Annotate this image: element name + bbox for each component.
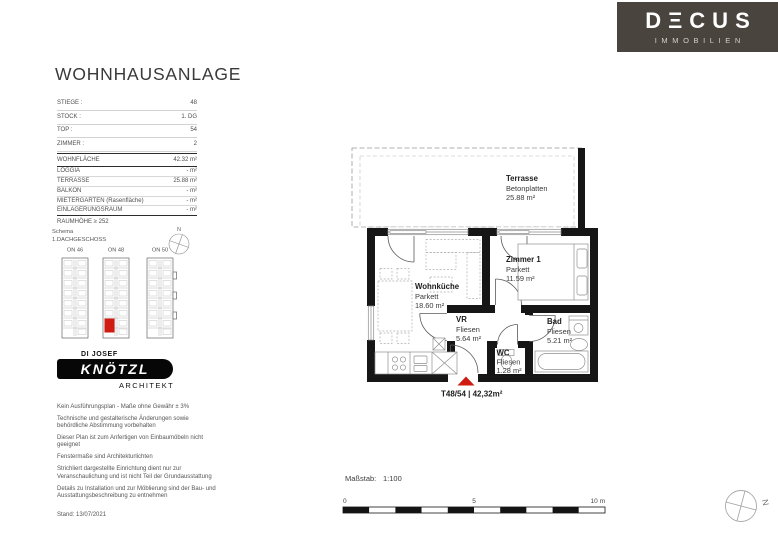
- note-paragraph: Technische und gestalterische Änderungen sowie behördliche Abstimmung vorbehalten: [57, 416, 189, 430]
- room-finish: Fliesen: [547, 327, 571, 336]
- info-value: 1. DG: [181, 113, 197, 120]
- room-area: 5.64 m²: [456, 334, 482, 343]
- note-paragraph: Strichliert dargestellte Einrichtung dient nur zur Veranschaulichung und ist nicht Teil der Grundausstattung: [57, 466, 212, 480]
- info-value: - m²: [186, 168, 197, 175]
- info-detail-rows: [57, 167, 197, 216]
- room-finish: Fliesen: [496, 357, 521, 367]
- scale-tick-0: 0: [343, 498, 347, 505]
- scale-tick-10: 10 m: [590, 498, 605, 505]
- info-row: [57, 197, 197, 207]
- schema-keyplan: [45, 222, 205, 347]
- info-value: - m²: [186, 187, 197, 194]
- schema-compass: [169, 227, 189, 254]
- info-label: ZIMMER :: [57, 141, 84, 148]
- north-label: N: [177, 227, 182, 233]
- info-row: [57, 138, 197, 152]
- room-finish: Betonplatten: [506, 184, 548, 193]
- architect-logo: [57, 351, 197, 390]
- schema-title-line2: 1.DACHGESCHOSS: [52, 237, 107, 243]
- info-value: 2: [193, 141, 197, 148]
- info-row: [57, 177, 197, 187]
- note-paragraph: Details zu Installation und zur Möblierung sind der Bau- und Ausstattungsbeschreibung zu entnehmen: [57, 485, 216, 499]
- terrace-door-sash: [390, 231, 426, 234]
- info-label: TERRASSE: [57, 177, 90, 184]
- room-finish: Parkett: [415, 292, 439, 301]
- room-area: 5.21 m²: [547, 336, 573, 345]
- info-label: STOCK :: [57, 113, 81, 120]
- washing-machine: [569, 316, 588, 335]
- room-name: VR: [456, 315, 467, 324]
- architect-name: KNÖTZL: [57, 359, 173, 379]
- info-label: BALKON: [57, 187, 82, 194]
- room-area: 18.60 m²: [415, 301, 445, 310]
- room-name: Wohnküche: [415, 282, 460, 291]
- architect-title: ARCHITEKT: [119, 380, 175, 390]
- info-row: [57, 97, 197, 111]
- scale-section: [340, 468, 620, 528]
- terrace-label: [506, 174, 548, 202]
- info-row: [57, 187, 197, 197]
- schema-title-line1: Schema: [52, 229, 74, 235]
- room-name: WC: [496, 348, 510, 358]
- note-paragraph: Dieser Plan ist zum Anfertigen von Einbaumöbeln nicht geeignet: [57, 435, 204, 449]
- unit-info-table: [57, 97, 197, 226]
- room-finish: Parkett: [506, 265, 530, 274]
- brand-tagline: IMMOBILIEN: [654, 35, 745, 45]
- info-label: LOGGIA: [57, 168, 81, 175]
- sink: [414, 356, 427, 364]
- info-value: 25.88 m²: [173, 177, 197, 184]
- info-row: [57, 167, 197, 177]
- bathroom-sink: [571, 339, 588, 351]
- scale-label: Maßstab:: [345, 474, 377, 483]
- room-area: 1.28 m²: [496, 366, 522, 375]
- room-label-vr: [456, 315, 482, 343]
- room-name: Bad: [547, 317, 562, 326]
- room-area: 11.59 m²: [506, 274, 535, 283]
- building-on50: [147, 258, 173, 338]
- building-on46: [62, 258, 88, 338]
- pillow: [577, 249, 587, 268]
- room-finish: Fliesen: [456, 325, 480, 334]
- pillow: [577, 276, 587, 295]
- building-label-on50: ON 50: [151, 247, 169, 254]
- scale-bar: [343, 507, 605, 513]
- highlighted-unit: [105, 319, 115, 333]
- dining-table: [378, 269, 412, 344]
- note-paragraph: Fenstermaße sind Architekturlichten: [57, 454, 153, 461]
- bathtub: [535, 351, 588, 372]
- room-area: 25.88 m²: [506, 193, 536, 202]
- room-label-wc: [497, 349, 523, 376]
- disclaimer-notes: [57, 404, 221, 505]
- info-label: WOHNFLÄCHE: [57, 156, 100, 163]
- info-row: [57, 111, 197, 125]
- balcony-bump: [173, 292, 177, 299]
- scale-tick-5: 5: [472, 498, 476, 505]
- floor-plan: [340, 130, 700, 490]
- note-paragraph: Kein Ausführungsplan - Maße ohne Gewähr ± 3%: [57, 404, 190, 410]
- info-label: TOP :: [57, 127, 73, 134]
- terrace-side-wall: [578, 148, 585, 232]
- info-label: EINLAGERUNGSRAUM: [57, 207, 123, 214]
- north-label: N: [760, 498, 772, 507]
- plan-date: Stand: 13/07/2021: [57, 512, 107, 518]
- brand-name: DΞCUS: [645, 7, 757, 33]
- info-label: STIEGE :: [57, 99, 83, 106]
- architect-firstname: DI JOSEF: [81, 351, 118, 358]
- info-row: [57, 206, 197, 215]
- info-row-living-area: [57, 153, 197, 167]
- main-compass: [713, 478, 775, 538]
- balcony-bump: [173, 312, 177, 319]
- building-label-on48: ON 48: [107, 247, 125, 254]
- terrace-door-sash: [499, 231, 529, 234]
- balcony-bump: [173, 272, 177, 279]
- scale-ratio: 1:100: [383, 474, 402, 483]
- building-label-on46: ON 46: [66, 247, 84, 254]
- info-value: - m²: [186, 197, 197, 204]
- brand-logo: [617, 2, 778, 52]
- info-label: RAUMHÖHE ≥ 252: [57, 218, 109, 225]
- info-value: 42.32 m²: [173, 156, 197, 163]
- info-value: - m²: [186, 207, 197, 214]
- room-name: Zimmer 1: [506, 255, 541, 264]
- room-name: Terrasse: [506, 174, 538, 183]
- info-value: 54: [190, 127, 197, 134]
- info-label: MIETERGARTEN (Rasenfläche): [57, 197, 144, 204]
- info-row: [57, 125, 197, 139]
- info-value: 48: [190, 99, 197, 106]
- page-title: WOHNHAUSANLAGE: [55, 64, 242, 84]
- unit-label: T48/54 | 42,32m²: [441, 389, 503, 399]
